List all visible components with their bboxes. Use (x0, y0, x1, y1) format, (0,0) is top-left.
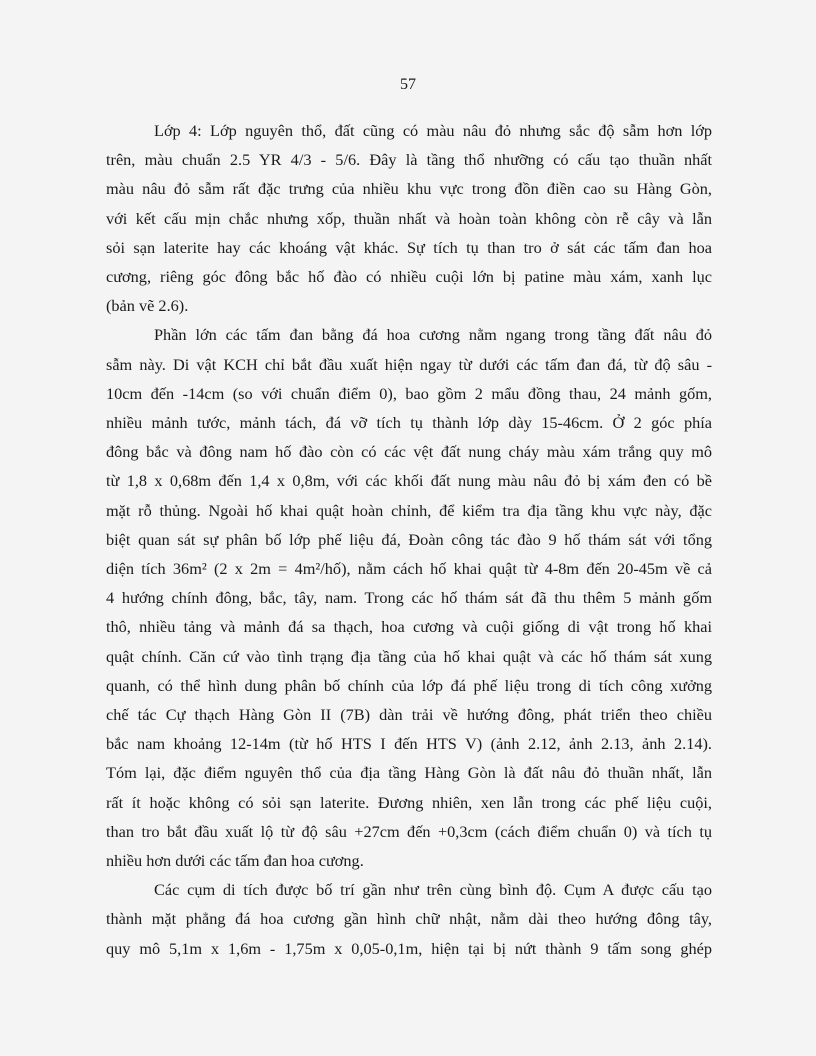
paragraph-3 (106, 875, 712, 963)
text-line: quy mô 5,1m x 1,6m - 1,75m x 0,05-0,1m, hiện tại bị nứt thành 9 tấm song ghép (106, 938, 712, 958)
text-line: rất ít hoặc không có sỏi sạn laterite. Đương nhiên, xen lẫn trong các phế liệu cuội, (106, 792, 712, 812)
text-line: Các cụm di tích được bố trí gần như trên cùng bình độ. Cụm A được cấu tạo (154, 880, 712, 900)
text-line: than tro bắt đầu xuất lộ từ độ sâu +27cm đến +0,3cm (cách điểm chuẩn 0) và tích tụ (106, 821, 712, 841)
text-line: đông bắc và đông nam hố đào còn có các vệt đất nung cháy màu xám trắng quy mô (106, 442, 712, 462)
paragraph-1 (106, 116, 712, 320)
text-line: diện tích 36m² (2 x 2m = 4m²/hố), nằm cách hố khai quật từ 4-8m đến 20-45m về cả (106, 559, 712, 579)
text-line: sẫm này. Di vật KCH chỉ bắt đầu xuất hiện ngay từ dưới các tấm đan đá, từ độ sâu - (106, 354, 712, 374)
text-line: quanh, có thể hình dung phân bố chính của lớp đá phế liệu trong di tích công xưởng (106, 675, 712, 695)
text-line: 10cm đến -14cm (so với chuẩn điểm 0), bao gồm 2 mẩu đồng thau, 24 mảnh gốm, (106, 383, 712, 403)
text-line: nhiều mảnh tước, mảnh tách, đá vỡ tích tụ thành lớp dày 15-46cm. Ở 2 góc phía (106, 413, 712, 433)
text-line: Tóm lại, đặc điểm nguyên thổ của địa tầng Hàng Gòn là đất nâu đỏ thuần nhất, lẫn (106, 763, 712, 783)
text-line: màu nâu đỏ sẫm rất đặc trưng của nhiều khu vực trong đồn điền cao su Hàng Gòn, (106, 179, 712, 199)
text-line: cương, riêng góc đông bắc hố đào có nhiều cuội lớn bị patine màu xám, xanh lục (106, 267, 712, 287)
text-line: (bản vẽ 2.6). (106, 296, 189, 316)
text-line: 4 hướng chính đông, bắc, tây, nam. Trong các hố thám sát đã thu thêm 5 mảnh gốm (106, 588, 712, 608)
text-line: thành mặt phẳng đá hoa cương gần hình chữ nhật, nằm dài theo hướng đông tây, (106, 909, 712, 929)
text-line: từ 1,8 x 0,68m đến 1,4 x 0,8m, với các khối đất nung màu nâu đỏ bị xám đen có bề (106, 471, 712, 491)
text-line: Lớp 4: Lớp nguyên thổ, đất cũng có màu nâu đỏ nhưng sắc độ sẫm hơn lớp (154, 121, 712, 140)
text-line: quật chính. Căn cứ vào tình trạng địa tầng của hố khai quật và các hố thám sát xung (106, 646, 712, 666)
page-number: 57 (400, 76, 416, 93)
text-line: Phần lớn các tấm đan bằng đá hoa cương nằm ngang trong tầng đất nâu đỏ (154, 325, 712, 345)
text-line: thô, nhiều tảng và mảnh đá sa thạch, hoa cương và cuội giống di vật trong hố khai (106, 617, 712, 637)
text-line: trên, màu chuẩn 2.5 YR 4/3 - 5/6. Đây là tầng thổ nhưỡng có cấu tạo thuần nhất (106, 150, 712, 170)
text-line: biệt quan sát sự phân bố lớp phế liệu đá, Đoàn công tác đào 9 hố thám sát với tổng (106, 529, 712, 549)
text-line: bắc nam khoảng 12-14m (từ hố HTS I đến HTS V) (ảnh 2.12, ảnh 2.13, ảnh 2.14). (106, 734, 712, 754)
text-line: sỏi sạn laterite hay các khoáng vật khác. Sự tích tụ than tro ở sát các tấm đan hoa (106, 237, 712, 257)
text-line: với kết cấu mịn chắc nhưng xốp, thuần nhất và hoàn toàn không còn rễ cây và lẫn (106, 208, 712, 228)
text-line: mặt rỗ thủng. Ngoài hố khai quật hoàn chỉnh, để kiểm tra địa tầng khu vực này, đặc (106, 500, 712, 520)
text-line: chế tác Cự thạch Hàng Gòn II (7B) dàn trải về hướng đông, phát triển theo chiều (106, 705, 712, 725)
text-line: nhiều hơn dưới các tấm đan hoa cương. (106, 851, 364, 871)
paragraph-2 (106, 320, 712, 875)
body-text (106, 116, 712, 963)
